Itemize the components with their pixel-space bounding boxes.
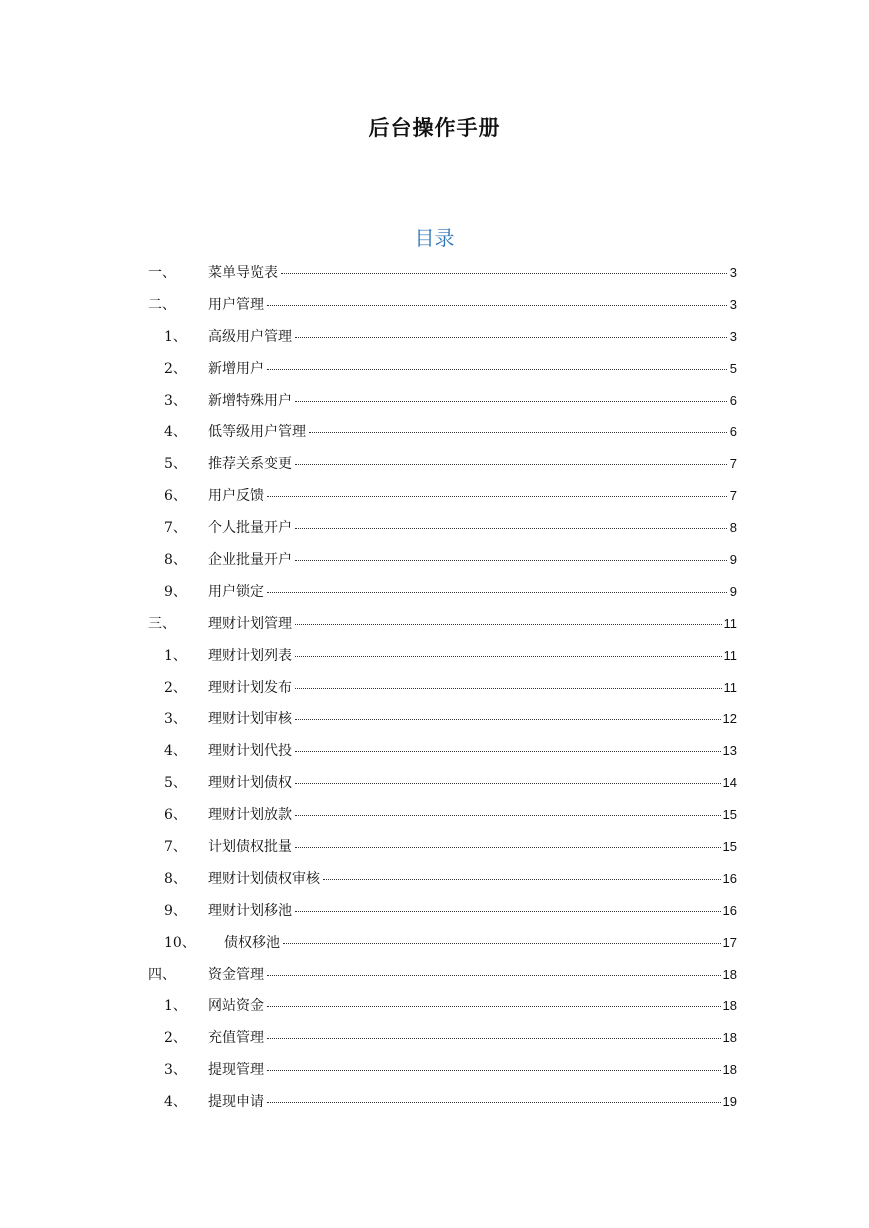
toc-entry[interactable] bbox=[0, 258, 869, 290]
toc-entry-number: 三、 bbox=[148, 615, 176, 632]
toc-entry-number: 5、 bbox=[164, 775, 187, 792]
toc-entry-line bbox=[208, 1091, 737, 1111]
toc-entry-number: 3、 bbox=[164, 711, 187, 728]
toc-entry-number: 4、 bbox=[164, 424, 187, 441]
toc-entry-line bbox=[208, 836, 737, 856]
toc-entry-line bbox=[208, 708, 737, 728]
toc-entry-label: 用户反馈 bbox=[208, 488, 264, 505]
dot-leader bbox=[323, 879, 721, 880]
toc-entry-line bbox=[208, 581, 737, 601]
toc-entry-number: 二、 bbox=[148, 296, 176, 313]
dot-leader bbox=[267, 975, 721, 976]
toc-entry-label: 理财计划管理 bbox=[208, 615, 292, 632]
toc-entry-line bbox=[208, 485, 737, 505]
dot-leader bbox=[295, 401, 727, 402]
toc-entry-page-number: 19 bbox=[722, 1094, 737, 1110]
toc-entry-number: 7、 bbox=[164, 520, 187, 537]
toc-entry-page-number: 15 bbox=[722, 807, 737, 823]
toc-entry[interactable] bbox=[0, 290, 869, 322]
toc-entry-label: 高级用户管理 bbox=[208, 328, 292, 345]
toc-entry-label: 理财计划审核 bbox=[208, 711, 292, 728]
toc-entry-page-number: 7 bbox=[729, 456, 737, 472]
toc-entry-page-number: 7 bbox=[729, 488, 737, 504]
toc-entry-page-number: 18 bbox=[722, 998, 737, 1014]
toc-entry-number: 10、 bbox=[164, 934, 196, 951]
dot-leader bbox=[295, 688, 722, 689]
toc-entry-label: 充值管理 bbox=[208, 1030, 264, 1047]
toc-entry-line bbox=[208, 549, 737, 569]
toc-entry[interactable] bbox=[0, 577, 869, 609]
toc-entry[interactable] bbox=[0, 513, 869, 545]
toc-entry-number: 3、 bbox=[164, 392, 187, 409]
toc-entry-page-number: 17 bbox=[722, 934, 737, 950]
toc-entry[interactable] bbox=[0, 960, 869, 992]
toc-entry-label: 理财计划代投 bbox=[208, 743, 292, 760]
toc-entry-number: 7、 bbox=[164, 839, 187, 856]
dot-leader bbox=[267, 305, 727, 306]
toc-entry-page-number: 15 bbox=[722, 839, 737, 855]
toc-entry-label: 理财计划发布 bbox=[208, 679, 292, 696]
toc-entry-label: 计划债权批量 bbox=[208, 839, 292, 856]
dot-leader bbox=[295, 911, 721, 912]
toc-entry-number: 一、 bbox=[148, 265, 176, 281]
toc-entry-page-number: 12 bbox=[722, 711, 737, 727]
toc-entry[interactable] bbox=[0, 417, 869, 449]
dot-leader bbox=[295, 528, 727, 529]
toc-entry-label: 理财计划债权 bbox=[208, 775, 292, 792]
dot-leader bbox=[295, 560, 727, 561]
toc-entry-number: 5、 bbox=[164, 456, 187, 473]
toc-entry-number: 2、 bbox=[164, 679, 187, 696]
toc-entry[interactable] bbox=[0, 609, 869, 641]
toc-entry-label: 理财计划放款 bbox=[208, 807, 292, 824]
toc-entry[interactable] bbox=[0, 386, 869, 418]
toc-entry-label: 推荐关系变更 bbox=[208, 456, 292, 473]
toc-entry[interactable] bbox=[0, 641, 869, 673]
dot-leader bbox=[295, 751, 721, 752]
toc-entry-line bbox=[208, 995, 737, 1015]
dot-leader bbox=[309, 432, 727, 433]
toc-entry[interactable] bbox=[0, 991, 869, 1023]
toc-entry-number: 1、 bbox=[164, 647, 187, 664]
toc-entry-line bbox=[208, 740, 737, 760]
toc-entry-line bbox=[208, 1027, 737, 1047]
dot-leader bbox=[267, 592, 727, 593]
toc-entry-label: 理财计划债权审核 bbox=[208, 870, 320, 887]
toc-entry-label: 提现申请 bbox=[208, 1094, 264, 1111]
toc-entry-line bbox=[208, 326, 737, 346]
table-of-contents bbox=[0, 258, 869, 1119]
toc-entry-line bbox=[208, 517, 737, 537]
toc-entry-label: 用户管理 bbox=[208, 296, 264, 313]
toc-entry[interactable] bbox=[0, 322, 869, 354]
toc-entry-line bbox=[208, 294, 737, 314]
dot-leader bbox=[295, 624, 722, 625]
toc-entry-page-number: 9 bbox=[729, 583, 737, 599]
toc-entry-page-number: 18 bbox=[722, 1030, 737, 1046]
toc-entry[interactable] bbox=[0, 481, 869, 513]
toc-entry-page-number: 3 bbox=[729, 265, 737, 280]
toc-entry-page-number: 16 bbox=[722, 902, 737, 918]
dot-leader bbox=[267, 369, 727, 370]
toc-entry-line bbox=[208, 613, 737, 633]
toc-entry-label: 用户锁定 bbox=[208, 583, 264, 600]
dot-leader bbox=[283, 943, 721, 944]
toc-entry[interactable] bbox=[0, 545, 869, 577]
toc-entry-number: 2、 bbox=[164, 1030, 187, 1047]
toc-entry-label: 新增特殊用户 bbox=[208, 392, 292, 409]
toc-entry-line bbox=[208, 262, 737, 282]
toc-entry-number: 6、 bbox=[164, 488, 187, 505]
toc-entry-page-number: 6 bbox=[729, 424, 737, 440]
toc-entry-number: 9、 bbox=[164, 902, 187, 919]
dot-leader bbox=[281, 273, 727, 274]
toc-entry-page-number: 5 bbox=[729, 360, 737, 376]
toc-entry[interactable] bbox=[0, 800, 869, 832]
dot-leader bbox=[295, 847, 721, 848]
toc-entry-number: 1、 bbox=[164, 328, 187, 345]
toc-entry[interactable] bbox=[0, 832, 869, 864]
toc-entry-line bbox=[208, 772, 737, 792]
toc-entry-number: 6、 bbox=[164, 807, 187, 824]
toc-entry-label: 新增用户 bbox=[208, 360, 264, 377]
toc-entry[interactable] bbox=[0, 449, 869, 481]
toc-entry-label: 低等级用户管理 bbox=[208, 424, 306, 441]
toc-entry[interactable] bbox=[0, 704, 869, 736]
toc-entry-page-number: 14 bbox=[722, 775, 737, 791]
toc-entry-label: 个人批量开户 bbox=[208, 520, 292, 537]
dot-leader bbox=[295, 464, 727, 465]
toc-entry-line bbox=[208, 1059, 737, 1079]
toc-entry-line bbox=[208, 964, 737, 984]
toc-entry-page-number: 11 bbox=[723, 647, 737, 663]
toc-entry-page-number: 6 bbox=[729, 392, 737, 408]
toc-entry[interactable] bbox=[0, 768, 869, 800]
toc-entry-number: 4、 bbox=[164, 743, 187, 760]
toc-entry-label: 理财计划列表 bbox=[208, 647, 292, 664]
toc-entry-line bbox=[208, 358, 737, 378]
toc-entry-number: 1、 bbox=[164, 998, 187, 1015]
toc-entry-line bbox=[208, 453, 737, 473]
toc-entry-line bbox=[208, 804, 737, 824]
toc-entry-line bbox=[208, 677, 737, 697]
dot-leader bbox=[267, 1070, 721, 1071]
toc-entry-label: 提现管理 bbox=[208, 1062, 264, 1079]
toc-entry-page-number: 11 bbox=[723, 615, 737, 631]
dot-leader bbox=[295, 783, 721, 784]
toc-entry-line bbox=[224, 932, 737, 952]
toc-entry[interactable] bbox=[0, 1055, 869, 1087]
toc-entry-page-number: 18 bbox=[722, 966, 737, 982]
dot-leader bbox=[295, 656, 722, 657]
toc-entry-label: 资金管理 bbox=[208, 966, 264, 983]
toc-entry-page-number: 16 bbox=[722, 870, 737, 886]
toc-entry-line bbox=[208, 645, 737, 665]
toc-entry-label: 菜单导览表 bbox=[208, 265, 278, 281]
toc-entry-page-number: 8 bbox=[729, 520, 737, 536]
toc-entry-number: 3、 bbox=[164, 1062, 187, 1079]
toc-entry[interactable] bbox=[0, 673, 869, 705]
toc-entry-page-number: 13 bbox=[722, 743, 737, 759]
dot-leader bbox=[267, 1006, 721, 1007]
dot-leader bbox=[267, 1038, 721, 1039]
toc-entry-label: 债权移池 bbox=[224, 934, 280, 951]
toc-entry-page-number: 9 bbox=[729, 552, 737, 568]
toc-entry-number: 四、 bbox=[148, 966, 176, 983]
toc-entry-label: 企业批量开户 bbox=[208, 552, 292, 569]
toc-entry-page-number: 3 bbox=[729, 296, 737, 312]
toc-entry[interactable] bbox=[0, 736, 869, 768]
document-title: 后台操作手册 bbox=[368, 116, 501, 140]
toc-entry-page-number: 11 bbox=[723, 679, 737, 695]
toc-entry-page-number: 3 bbox=[729, 328, 737, 344]
toc-entry[interactable] bbox=[0, 864, 869, 896]
dot-leader bbox=[295, 719, 721, 720]
toc-entry-number: 8、 bbox=[164, 870, 187, 887]
toc-entry-line bbox=[208, 900, 737, 920]
toc-entry-number: 9、 bbox=[164, 583, 187, 600]
toc-entry[interactable] bbox=[0, 1023, 869, 1055]
dot-leader bbox=[295, 815, 721, 816]
toc-entry-line bbox=[208, 868, 737, 888]
toc-entry[interactable] bbox=[0, 928, 869, 960]
dot-leader bbox=[295, 337, 727, 338]
toc-entry-label: 理财计划移池 bbox=[208, 902, 292, 919]
toc-entry-number: 2、 bbox=[164, 360, 187, 377]
dot-leader bbox=[267, 496, 727, 497]
toc-entry-line bbox=[208, 421, 737, 441]
toc-entry-number: 8、 bbox=[164, 552, 187, 569]
toc-entry[interactable] bbox=[0, 354, 869, 386]
toc-entry-page-number: 18 bbox=[722, 1062, 737, 1078]
toc-heading: 目录 bbox=[414, 226, 455, 250]
toc-entry-line bbox=[208, 390, 737, 410]
toc-entry[interactable] bbox=[0, 896, 869, 928]
toc-entry-number: 4、 bbox=[164, 1094, 187, 1111]
toc-entry[interactable] bbox=[0, 1087, 869, 1119]
dot-leader bbox=[267, 1102, 721, 1103]
toc-entry-label: 网站资金 bbox=[208, 998, 264, 1015]
